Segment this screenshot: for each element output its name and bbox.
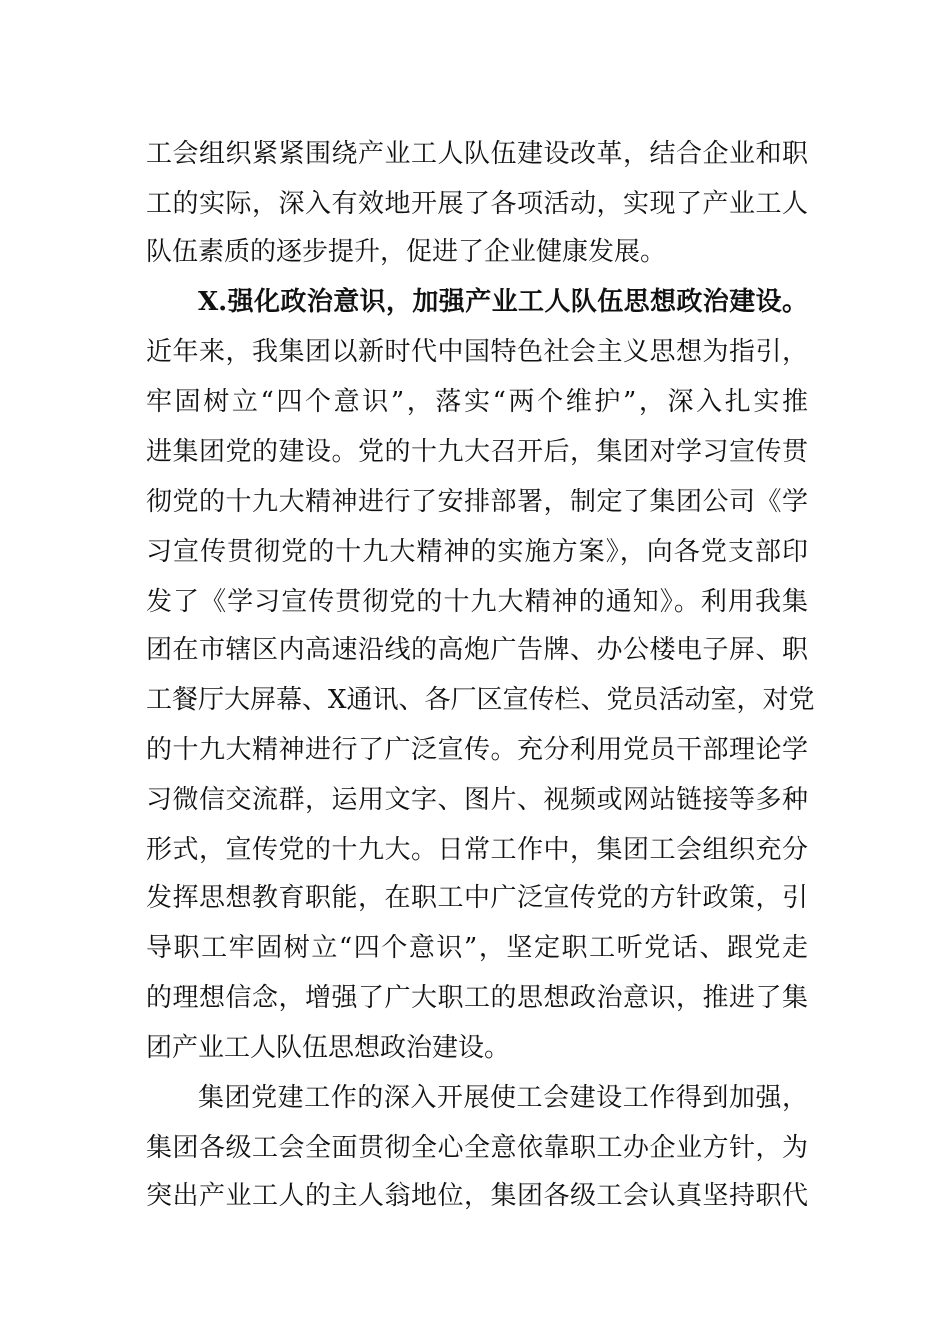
body-text-line: 的十九大精神进行了广泛宣传。充分利用党员干部理论学 <box>146 735 808 765</box>
body-text-line: 彻党的十九大精神进行了安排部署，制定了集团公司《学 <box>146 487 808 517</box>
section-heading: X.强化政治意识，加强产业工人队伍思想政治建设。 <box>198 287 808 317</box>
body-text-line: 集团各级工会全面贯彻全心全意依靠职工办企业方针，为 <box>146 1133 808 1163</box>
body-text-line: 习微信交流群，运用文字、图片、视频或网站链接等多种 <box>146 785 808 815</box>
body-text-line: 习宣传贯彻党的十九大精神的实施方案》，向各党支部印 <box>146 537 808 567</box>
body-text-line: 集团党建工作的深入开展使工会建设工作得到加强， <box>198 1083 808 1113</box>
body-text-line: 发挥思想教育职能，在职工中广泛宣传党的方针政策，引 <box>146 883 808 913</box>
body-text-line: 队伍素质的逐步提升，促进了企业健康发展。 <box>146 237 667 267</box>
body-text-line: 发了《学习宣传贯彻党的十九大精神的通知》。利用我集 <box>146 587 808 617</box>
body-text-line: 导职工牢固树立“四个意识”，坚定职工听党话、跟党走 <box>146 933 808 963</box>
body-text-line: 团产业工人队伍思想政治建设。 <box>146 1033 511 1063</box>
body-text-line: 工的实际，深入有效地开展了各项活动，实现了产业工人 <box>146 189 808 219</box>
body-text-line: 进集团党的建设。党的十九大召开后，集团对学习宣传贯 <box>146 437 808 467</box>
body-text-line: 团在市辖区内高速沿线的高炮广告牌、办公楼电子屏、职 <box>146 635 808 665</box>
body-text-line: 工会组织紧紧围绕产业工人队伍建设改革，结合企业和职 <box>146 139 808 169</box>
body-text-line: 形式，宣传党的十九大。日常工作中，集团工会组织充分 <box>146 835 808 865</box>
body-text-line: 工餐厅大屏幕、X通讯、各厂区宣传栏、党员活动室，对党 <box>146 685 815 715</box>
body-text-line: 的理想信念，增强了广大职工的思想政治意识，推进了集 <box>146 983 808 1013</box>
body-text-line: 近年来，我集团以新时代中国特色社会主义思想为指引， <box>146 337 808 367</box>
body-text-line: 牢固树立“四个意识”，落实“两个维护”，深入扎实推 <box>146 387 808 417</box>
body-text-line: 突出产业工人的主人翁地位，集团各级工会认真坚持职代 <box>146 1181 808 1211</box>
